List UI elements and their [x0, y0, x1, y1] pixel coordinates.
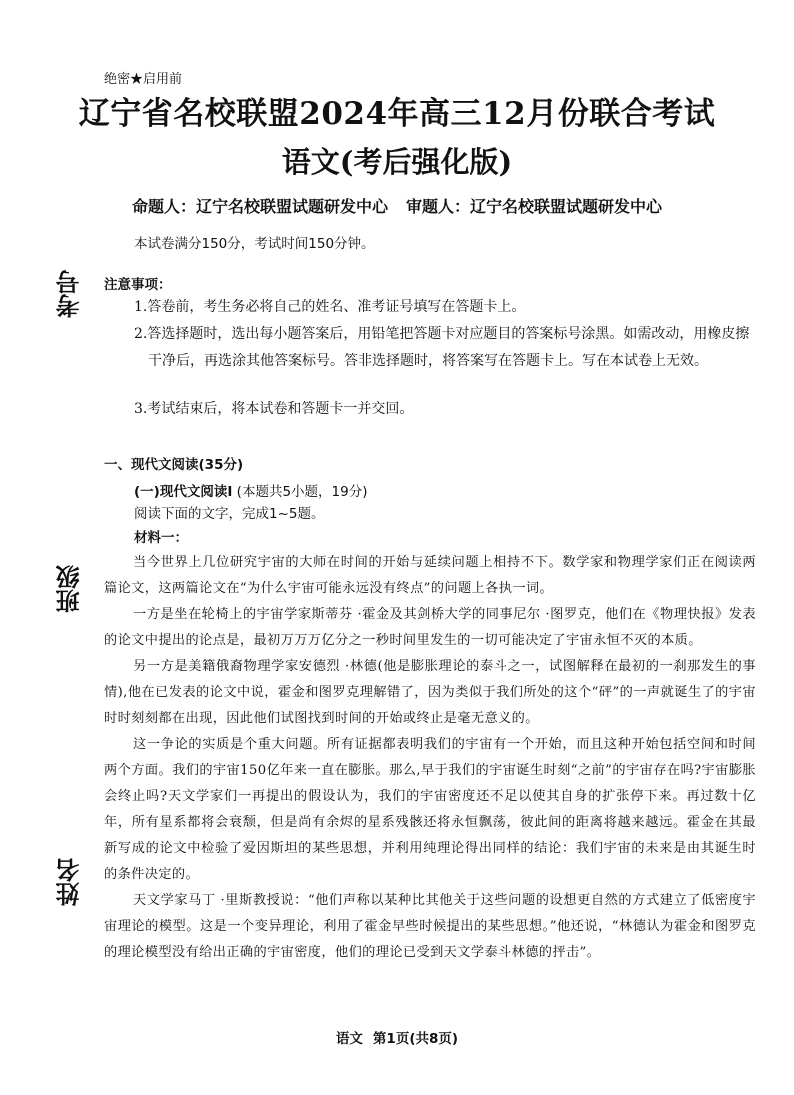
passage-paragraph: 另一方是美籍俄裔物理学家安德烈 ·林德(他是膨胀理论的泰斗之一，试图解释在最初的一刹那发生的事情),他在已发表的论文中说，霍金和图罗克理解错了，因为类似于我们所处的这个“砰”的一声就诞生了的宇宙时时刻刻都在出现，因此他们试图找到时间的开始或终止是毫无意义的。 — [104, 659, 756, 726]
notice-heading: 注意事项： — [104, 277, 172, 293]
exam-subtitle: 语文(考后强化版) — [281, 145, 513, 179]
subsection-heading — [134, 480, 367, 500]
author-line — [132, 194, 662, 217]
passage — [104, 550, 756, 966]
passage-paragraph: 天文学家马丁 ·里斯教授说：“他们声称以某种比其他关于这些问题的设想更自然的方式建立了低密度宇宙理论的模型。这是一个变异理论，利用了霍金早些时候提出的某些思想。”他还说，“林德认为霍金和图罗克的理论模型没有给出正确的宇宙密度，他们的理论已受到天文学泰斗林德的抨击”。 — [104, 893, 756, 960]
passage-paragraph: 一方是坐在轮椅上的宇宙学家斯蒂芬 ·霍金及其剑桥大学的同事尼尔 ·图罗克，他们在《物理快报》发表的论文中提出的论点是，最初万万万亿分之一秒时间里发生的一切可能决定了宇宙永恒不灭的本质。 — [104, 607, 756, 648]
notice-item — [134, 294, 760, 321]
notice-item-text: 2.答选择题时，选出每小题答案后，用铅笔把答题卡对应题目的答案标号涂黑。如需改动，用橡皮擦干净后，再选涂其他答案标号。答非选择题时，将答案写在答题卡上。写在本试卷上无效。 — [134, 326, 750, 369]
exam-info: 本试卷满分150分，考试时间150分钟。 — [134, 236, 375, 252]
side-label-exam-no: 考号 — [56, 270, 84, 318]
side-label-name: 姓名 — [56, 858, 84, 906]
instruction: 阅读下面的文字，完成1~5题。 — [134, 506, 325, 522]
passage-paragraph: 这一争论的实质是个重大问题。所有证据都表明我们的宇宙有一个开始，而且这种开始包括空间和时间两个方面。我们的宇宙150亿年来一直在膨胀。那么,早于我们的宇宙诞生时刻“之前”的宇宙存在吗?宇宙膨胀会终止吗?天文学家们一再提出的假设认为，我们的宇宙密度还不足以使其自身的扩张停下来。再过数十亿年，所有星系都将会衰颓，但是尚有余烬的星系残骸还将永恒飘荡，彼此间的距离将越来越远。霍金在其最新写成的论文中检验了爱因斯坦的某些思想，并利用纯理论得出同样的结论：我们宇宙的未来是由其诞生时的条件决定的。 — [104, 737, 756, 882]
reviewer: 审题人：辽宁名校联盟试题研发中心 — [406, 197, 663, 216]
footer-subject: 语文 — [335, 1031, 363, 1047]
page-footer — [0, 1027, 794, 1047]
notice-item-text: 3.考试结束后，将本试卷和答题卡一并交回。 — [134, 401, 414, 417]
side-label-class: 班级 — [56, 565, 84, 613]
confidential-label: 绝密★启用前 — [104, 72, 183, 87]
footer-page: 第1页(共8页) — [372, 1031, 459, 1047]
exam-title: 辽宁省名校联盟2024年高三12月份联合考试 — [78, 96, 716, 132]
material-label: 材料一： — [134, 530, 188, 546]
section-heading: 一、现代文阅读(35分) — [104, 457, 244, 473]
author: 命题人：辽宁名校联盟试题研发中心 — [132, 197, 389, 216]
notice-item-text: 1.答卷前，考生务必将自己的姓名、准考证号填写在答题卡上。 — [134, 299, 526, 315]
notice-item — [134, 321, 760, 375]
subsection-title: (一)现代文阅读Ⅰ — [134, 484, 233, 500]
passage-paragraph: 当今世界上几位研究宇宙的大师在时间的开始与延续问题上相持不下。数学家和物理学家们正在阅读两篇论文，这两篇论文在“为什么宇宙可能永远没有终点”的问题上各执一词。 — [104, 555, 756, 596]
notice-item — [134, 396, 760, 423]
subsection-note: (本题共5小题，19分) — [236, 484, 368, 500]
